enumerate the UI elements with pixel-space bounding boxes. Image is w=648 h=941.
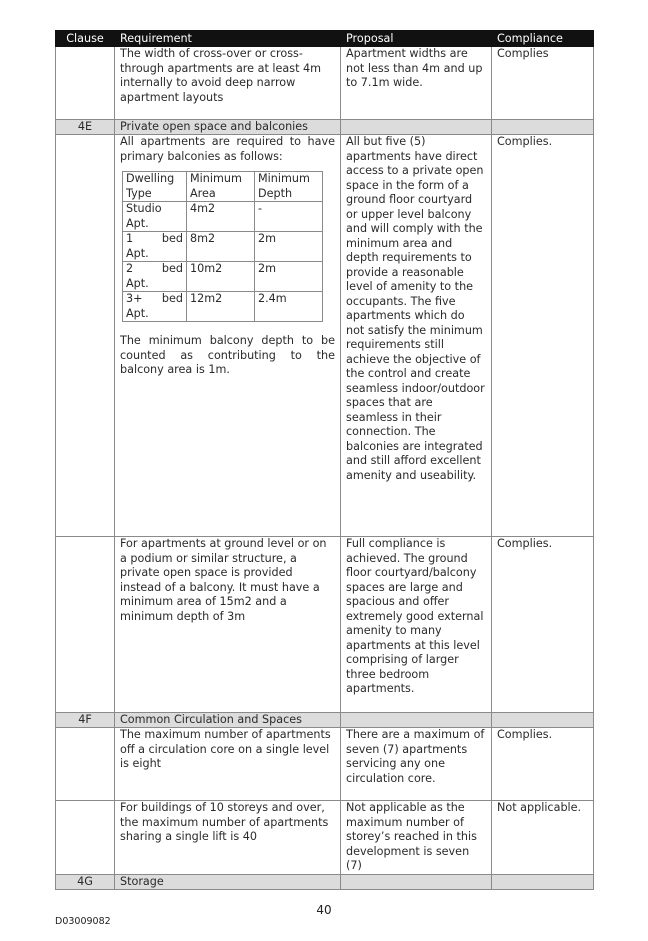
- inner-row: [123, 232, 323, 262]
- proposal-cell: All but five (5) apartments have direct access to a private open space in the form of a ground floor courtyard or upper level balcony and will comply with the minimum area and depth requirements to provide a reasonable level of amenity to the occupants. The five apartments which do not satisfy the minimum requirements still achieve the objective of the control and create seamless indoor/outdoor spaces that are seamless in their connection. The balconies are integrated and still afford excellent amenity and useability.: [341, 135, 492, 537]
- dwelling-type-text: Apt.: [126, 246, 149, 260]
- clause-cell: [56, 135, 115, 537]
- dwelling-type-text: bed: [161, 262, 183, 275]
- compliance-cell: Complies: [492, 47, 594, 120]
- requirement-intro: All apartments are required to have primary balconies as follows:: [120, 135, 335, 163]
- compliance-cell: Complies.: [492, 728, 594, 801]
- table-row: [56, 537, 594, 713]
- clause-cell: 4G: [56, 874, 115, 889]
- section-title: Common Circulation and Spaces: [115, 713, 341, 728]
- clause-cell: 4F: [56, 713, 115, 728]
- inner-header-area: Minimum Area: [187, 172, 255, 202]
- depth-cell: 2m: [255, 262, 323, 292]
- empty-cell: [341, 874, 492, 889]
- inner-header-depth: Minimum Depth: [255, 172, 323, 202]
- dwelling-type-text: bed: [161, 292, 183, 305]
- compliance-cell: Complies.: [492, 135, 594, 537]
- dwelling-type-text: 3+: [126, 292, 143, 305]
- table-row: [56, 728, 594, 801]
- clause-cell: [56, 47, 115, 120]
- proposal-cell: There are a maximum of seven (7) apartments servicing any one circulation core.: [341, 728, 492, 801]
- header-row: [56, 31, 594, 47]
- empty-cell: [492, 120, 594, 135]
- requirement-cell: The width of cross-over or cross-through apartments are at least 4m internally to avoid deep narrow apartment layouts: [115, 47, 341, 120]
- proposal-cell: Not applicable as the maximum number of storey’s reached in this development is seven (7): [341, 801, 492, 875]
- requirement-cell: The maximum number of apartments off a circulation core on a single level is eight: [115, 728, 341, 801]
- page-number: 40: [316, 903, 332, 917]
- clause-cell: [56, 728, 115, 801]
- dwelling-type-cell: [123, 292, 187, 322]
- dwelling-type-text: bed: [161, 232, 183, 245]
- dwelling-type-cell: [123, 202, 187, 232]
- requirement-cell: [115, 135, 341, 537]
- inner-row: [123, 262, 323, 292]
- compliance-cell: Not applicable.: [492, 801, 594, 875]
- compliance-cell: Complies.: [492, 537, 594, 713]
- section-row-4f: [56, 713, 594, 728]
- header-compliance: Compliance: [492, 31, 594, 47]
- depth-cell: 2.4m: [255, 292, 323, 322]
- area-cell: 8m2: [187, 232, 255, 262]
- proposal-cell: Apartment widths are not less than 4m and up to 7.1m wide.: [341, 47, 492, 120]
- inner-header-type: Dwelling Type: [123, 172, 187, 202]
- header-proposal: Proposal: [341, 31, 492, 47]
- empty-cell: [341, 120, 492, 135]
- requirement-cell: For buildings of 10 storeys and over, the maximum number of apartments sharing a single lift is 40: [115, 801, 341, 875]
- table-row: [56, 135, 594, 537]
- area-cell: 12m2: [187, 292, 255, 322]
- dwelling-type-text: Apt.: [126, 306, 149, 320]
- depth-cell: -: [255, 202, 323, 232]
- area-cell: 4m2: [187, 202, 255, 232]
- dwelling-type-cell: [123, 262, 187, 292]
- table-row: [56, 47, 594, 120]
- section-row-4e: [56, 120, 594, 135]
- empty-cell: [492, 874, 594, 889]
- area-cell: 10m2: [187, 262, 255, 292]
- depth-cell: 2m: [255, 232, 323, 262]
- empty-cell: [341, 713, 492, 728]
- section-row-4g: [56, 874, 594, 889]
- table-row: [56, 801, 594, 875]
- dwelling-type-text: 1: [126, 232, 134, 245]
- header-clause: Clause: [56, 31, 115, 47]
- document-reference: D03009082: [55, 916, 111, 927]
- inner-row: [123, 292, 323, 322]
- section-title: Private open space and balconies: [115, 120, 341, 135]
- dwelling-type-text: Apt.: [126, 216, 149, 230]
- clause-cell: 4E: [56, 120, 115, 135]
- dwelling-type-cell: [123, 232, 187, 262]
- inner-header-row: [123, 172, 323, 202]
- dwelling-type-text: Apt.: [126, 276, 149, 290]
- requirement-cell: For apartments at ground level or on a podium or similar structure, a private open space is provided instead of a balcony. It must have a minimum area of 15m2 and a minimum depth of 3m: [115, 537, 341, 713]
- clause-cell: [56, 801, 115, 875]
- dwelling-type-text: Studio: [126, 202, 162, 215]
- requirement-note: The minimum balcony depth to be counted as contributing to the balcony area is 1m.: [120, 334, 335, 376]
- inner-row: [123, 202, 323, 232]
- dwelling-type-text: 2: [126, 262, 134, 275]
- compliance-table: [55, 30, 594, 890]
- empty-cell: [492, 713, 594, 728]
- header-requirement: Requirement: [115, 31, 341, 47]
- clause-cell: [56, 537, 115, 713]
- section-title: Storage: [115, 874, 341, 889]
- proposal-cell: Full compliance is achieved. The ground floor courtyard/balcony spaces are large and spacious and offer extremely good external amenity to many apartments at this level comprising of larger three bedroom apartments.: [341, 537, 492, 713]
- balcony-requirements-table: [122, 171, 323, 322]
